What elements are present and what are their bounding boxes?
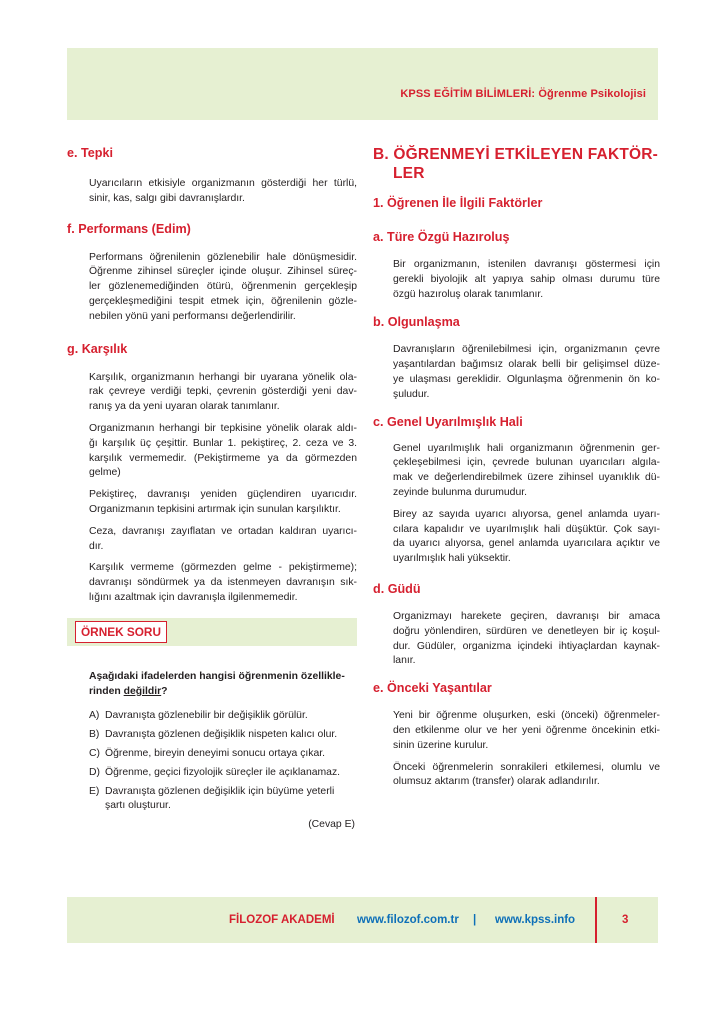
text-line: gelme)	[89, 467, 121, 479]
text-line: Uyarıcıların etkisiyle organizmanın gösterdiği her türlü,	[89, 178, 357, 189]
paragraph-arousal-1	[373, 442, 660, 501]
text-line: Karşılık, organizmanın herhangi bir uyarana yönelik ola-	[89, 371, 357, 383]
paragraph-performans	[67, 251, 357, 325]
text-line: gerçekleşmediğini tespit etmek için, öğrenilenin gözle-	[89, 295, 357, 307]
paragraph-prior-experiences-1	[373, 709, 660, 753]
text-line: den etkilenme olur ve her yeni öğrenme öncekinin etki-	[393, 724, 660, 736]
paragraph-species-readiness	[373, 258, 660, 302]
header-title: KPSS EĞİTİM BİLİMLERİ: Öğrenme Psikolojisi	[400, 88, 646, 100]
answer-options	[67, 709, 357, 814]
paragraph-karsilik-3	[67, 488, 357, 518]
option-b-text: Davranışta gözlenen değişiklik nispeten kalıcı olur.	[105, 729, 338, 741]
text-line: rak çevreye verdiği tepki, çevrenin gösterdiği yeni dav-	[89, 386, 357, 398]
option-a-text: Davranışta gözlenebilir bir değişiklik görülür.	[105, 710, 308, 722]
text-line: Önceki öğrenmelerin sonrakileri etkilemesi, olumlu ve	[393, 761, 660, 773]
text-line: Yeni bir öğrenme oluşurken, eski (önceki) öğrenmeler-	[393, 710, 660, 722]
heading-prior-experiences: e. Önceki Yaşantılar	[373, 681, 492, 696]
text-line: Karşılık vermeme (görmezden gelme - pekiştirmeme);	[89, 562, 357, 574]
option-d[interactable]	[67, 766, 357, 781]
text-line: ğı karşılık üç çeşittir. Bunlar 1. pekiştireç, 2. ceza ve 3.	[89, 437, 357, 449]
text-line: Davranışların öğrenilebilmesi için, organizmanın çevre	[393, 344, 660, 356]
text-line: karşılık vermemedir. (Pekiştirmeme ya da görmezden	[89, 452, 357, 464]
text-line: dır.	[89, 540, 104, 552]
text-line: şuludur.	[393, 388, 430, 400]
footer-link-filozof[interactable]: www.filozof.com.tr	[357, 914, 459, 926]
text-line: da uyarıcı alıyorsa, genel anlamda uyarıcılara açıktır ve	[393, 538, 660, 550]
option-a[interactable]	[67, 709, 357, 724]
text-line: çekleşebilmesi için, çevrede bulunan uyarıcıları algıla-	[393, 457, 660, 469]
text-line: Bir organizmanın, istenilen davranışı göstermesi için	[393, 259, 660, 270]
heading-tepki: e. Tepki	[67, 146, 113, 160]
right-column	[373, 145, 660, 790]
paragraph-karsilik-2	[67, 422, 357, 481]
question-emphasis: değildir	[123, 685, 162, 697]
text-line: doğru yönlendiren, sürdüren ve denetleyen bir iç koşul-	[393, 625, 660, 637]
heading-karsilik: g. Karşılık	[67, 341, 128, 356]
question-line-2b: ?	[161, 685, 168, 697]
option-e[interactable]	[67, 785, 357, 815]
text-line: cılara kapalıdır ve uyarılmışlık hali düşüktür. Çok sayı-	[393, 523, 660, 535]
text-line: davranışı söndürmek ya da istenmeyen davranışın sık-	[89, 577, 357, 589]
text-line: nebilen yönü yani performansı değerlendirilir.	[89, 310, 296, 322]
footer-band	[67, 897, 658, 943]
paragraph-prior-experiences-2	[373, 761, 660, 791]
paragraph-karsilik-5	[67, 561, 357, 605]
footer-brand: FİLOZOF AKADEMİ	[229, 914, 335, 926]
text-line: Organizmanın herhangi bir tepkisine yönelik olarak aldı-	[89, 422, 357, 434]
text-line: Organizmayı harekete geçiren, davranışı bir amaca	[393, 610, 660, 622]
heading-section-b-line-1: B. ÖĞRENMEYİ ETKİLEYEN FAKTÖR-	[373, 146, 659, 163]
heading-section-b-line-2: LER	[393, 165, 425, 182]
option-a-label: A)	[89, 710, 100, 722]
text-line: sinin üzerine kurulur.	[393, 739, 489, 751]
question-line-1: Aşağıdaki ifadelerden hangisi öğrenmenin özellikle-	[89, 670, 345, 682]
paragraph-maturation	[373, 343, 660, 402]
text-line: Ceza, davranışı zayıflatan ve ortadan kaldıran uyarıcı-	[89, 525, 357, 537]
footer-divider	[595, 897, 597, 943]
text-line: Öğrenme zihinsel süreçler içinde oluşur. Zihinsel süreç-	[89, 266, 357, 278]
text-line: olumsuz aktarım (transfer) olarak adlandırılır.	[393, 776, 600, 788]
text-line: lanır.	[393, 655, 416, 667]
heading-section-b	[373, 145, 660, 183]
footer	[67, 897, 658, 943]
question-text	[67, 670, 357, 700]
text-line: uyarılmışlık hali yüksektir.	[393, 553, 511, 565]
example-question	[67, 618, 357, 833]
text-line: sinir, kas, salgı gibi davranışlardır.	[89, 192, 245, 204]
text-line: lığını azaltmak için davranışla ilgilenmemedir.	[89, 591, 298, 603]
text-line: Birey az sayıda uyarıcı alıyorsa, genel anlamda uyarı-	[393, 508, 660, 520]
heading-maturation: b. Olgunlaşma	[373, 315, 460, 330]
heading-arousal: c. Genel Uyarılmışlık Hali	[373, 414, 523, 429]
header-band	[67, 48, 658, 120]
text-line: Organizmanın tepkisini artırmak için sunulan karşılıktır.	[89, 503, 341, 515]
option-e-label: E)	[89, 785, 100, 797]
paragraph-arousal-2	[373, 508, 660, 567]
text-line: Genel uyarılmışlık hali organizmanın öğrenmenin ger-	[393, 442, 660, 454]
option-e-text: Davranışta gözlenen değişiklik için büyüme yeterli şartı oluşturur.	[105, 785, 335, 812]
option-c-label: C)	[89, 747, 100, 759]
text-line: zeyinde bulunma durumudur.	[393, 486, 528, 498]
heading-motive: d. Güdü	[373, 581, 421, 596]
option-d-text: Öğrenme, geçici fizyolojik süreçler ile açıklanamaz.	[105, 766, 341, 778]
page-number: 3	[622, 914, 629, 926]
answer-key: (Cevap E)	[308, 819, 355, 831]
text-line: mak ve değerlendirebilmek üzere zihinsel uyanıklık dü-	[393, 472, 660, 484]
paragraph-karsilik-4	[67, 525, 357, 555]
option-b[interactable]	[67, 728, 357, 743]
text-line: dur. Güdüler, organizma içindeki ihtiyaçlardan kaynak-	[393, 640, 660, 652]
footer-separator: |	[473, 914, 477, 926]
paragraph-karsilik-1	[67, 371, 357, 415]
option-d-label: D)	[89, 766, 100, 778]
question-line-2a: rinden	[89, 685, 124, 697]
text-line: ranış ya da yeni uyaran olarak tanımlanır.	[89, 401, 280, 413]
text-line: Pekiştireç, davranışı yeniden güçlendiren uyarıcıdır.	[89, 489, 357, 501]
example-question-band	[67, 618, 357, 646]
heading-learner-factors: 1. Öğrenen İle İlgili Faktörler	[373, 196, 543, 210]
text-line: yaşantılardan bağımsız olarak belli bir gelişimsel düze-	[393, 359, 660, 371]
text-line: ye ulaşması gereklidir. Olgunlaşma öğrenmenin ön ko-	[393, 373, 660, 385]
text-line: ler gözlenemediğinden ötürü, öğrenmenin gerçekleşip	[89, 281, 357, 293]
option-b-label: B)	[89, 729, 100, 741]
option-c[interactable]	[67, 747, 357, 762]
left-column	[67, 145, 357, 833]
paragraph-motive	[373, 610, 660, 669]
text-line: gerekli biyolojik alt yapıya sahip olması durumu türe	[393, 273, 660, 285]
option-c-text: Öğrenme, bireyin deneyimi sonucu ortaya çıkar.	[105, 747, 326, 759]
heading-performans: f. Performans (Edim)	[67, 221, 191, 236]
footer-link-kpss[interactable]: www.kpss.info	[495, 914, 576, 926]
heading-species-readiness: a. Türe Özgü Hazıroluş	[373, 230, 510, 244]
text-line: özgü hazıroluş olarak tanımlanır.	[393, 288, 544, 300]
text-line: Performans öğrenilenin gözlenebilir hale dönüşmesidir.	[89, 251, 357, 263]
paragraph-tepki	[67, 177, 357, 207]
example-question-label: ÖRNEK SORU	[75, 621, 167, 643]
